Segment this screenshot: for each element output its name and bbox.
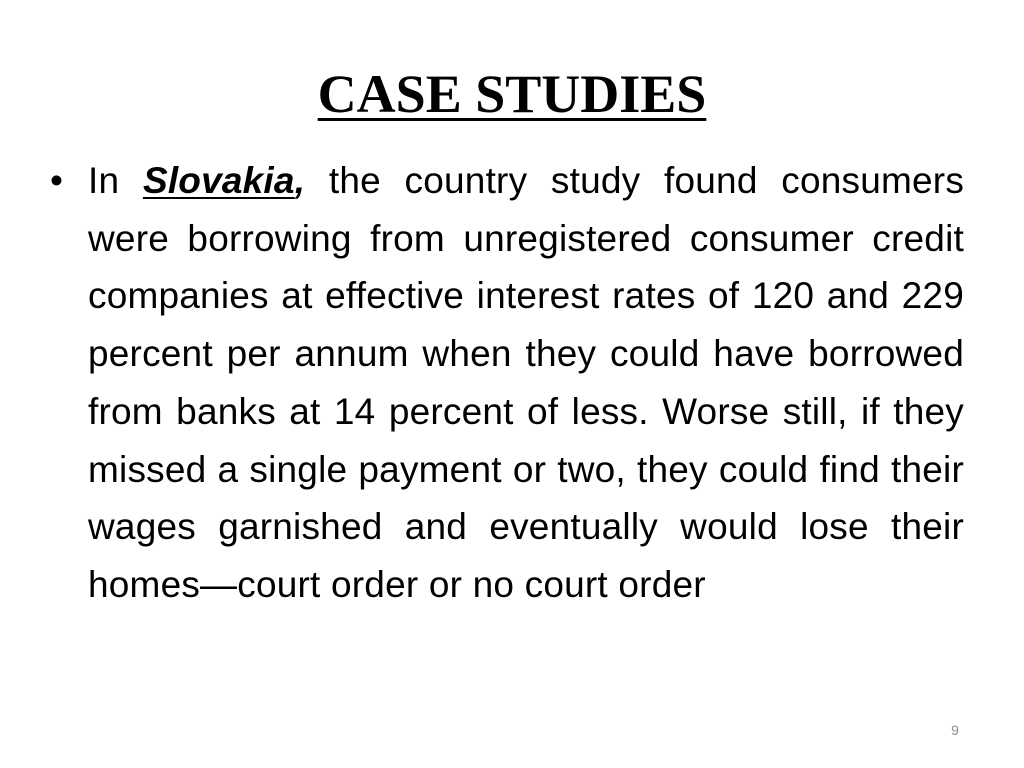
bullet-text: the country study found consumers were borrowing from unregistered consumer credit companies at effective interest rates of 120 and 229 percent per annum when they could have borrowed from banks at 14 percent of less. Worse still, if they missed a single payment or two, they could find their wages garnished and eventually would lose their homes—court order or no court order [88,160,965,605]
bullet-item [48,152,964,614]
bullet-punct: , [294,160,306,201]
page-number: 9 [951,722,959,738]
bullet-list [48,152,964,614]
slide-title [0,62,1024,126]
bullet-marker: • [50,160,64,201]
bullet-lead: In [88,160,120,201]
bullet-emphasis: Slovakia [142,160,295,201]
slide-title-text: CASE STUDIES [317,64,707,124]
